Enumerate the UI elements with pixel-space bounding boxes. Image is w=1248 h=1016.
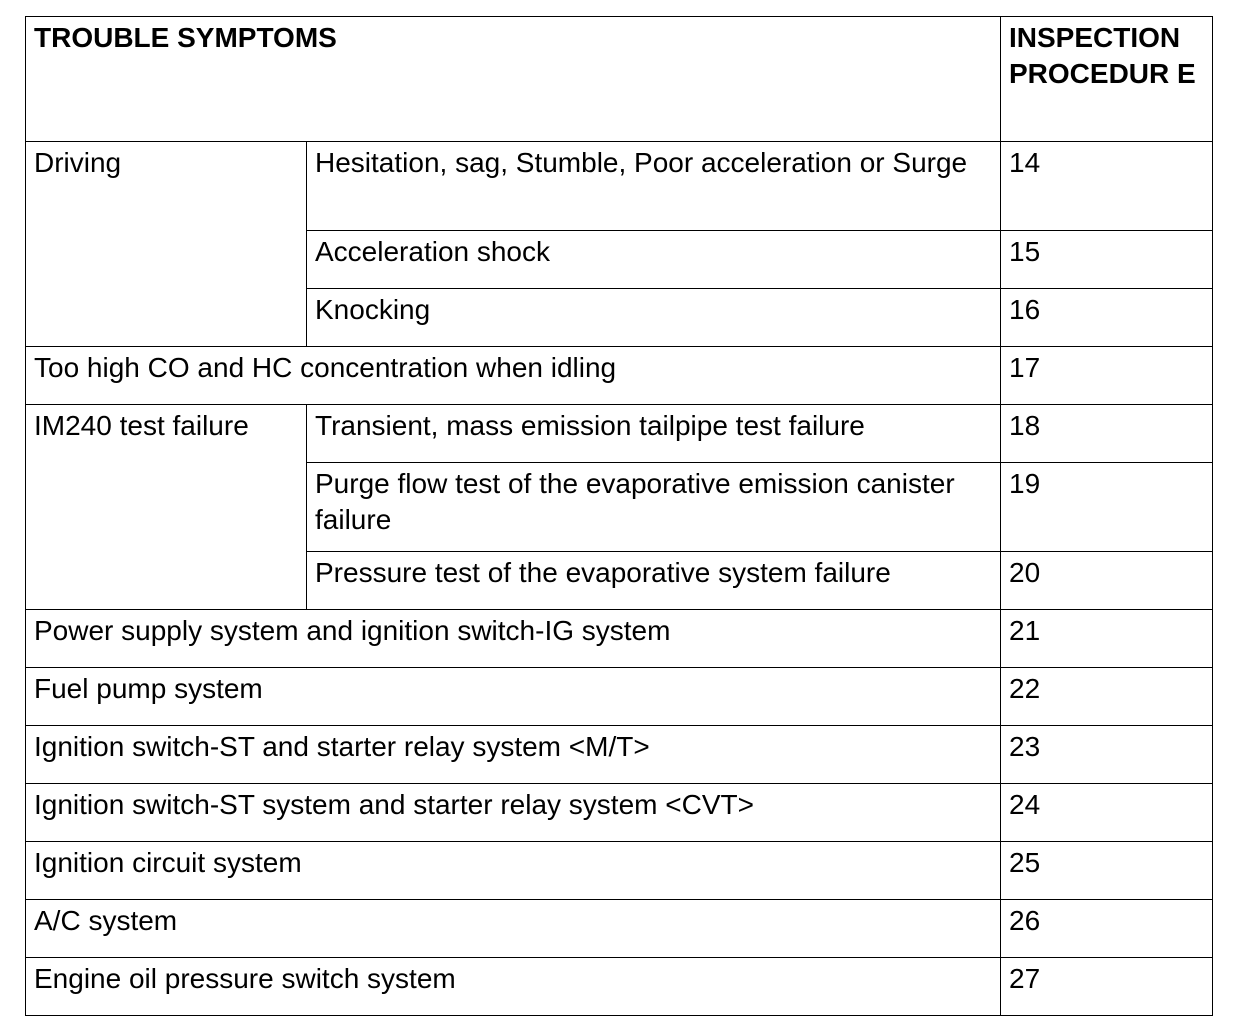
symptom-cell: Pressure test of the evaporative system failure [307,552,1001,610]
header-row [26,17,1213,142]
table-row [26,784,1213,842]
header-trouble-symptoms: TROUBLE SYMPTOMS [26,17,1001,142]
table-row [26,842,1213,900]
symptom-cell: Too high CO and HC concentration when idling [26,347,1001,405]
procedure-cell: 26 [1001,900,1213,958]
procedure-cell: 27 [1001,958,1213,1016]
symptom-cell: Ignition circuit system [26,842,1001,900]
symptom-cell: A/C system [26,900,1001,958]
procedure-cell: 23 [1001,726,1213,784]
procedure-cell: 15 [1001,231,1213,289]
procedure-cell: 17 [1001,347,1213,405]
procedure-cell: 21 [1001,610,1213,668]
trouble-symptoms-table [25,16,1213,1016]
symptom-cell: Hesitation, sag, Stumble, Poor acceleration or Surge [307,142,1001,231]
symptom-cell: Ignition switch-ST system and starter relay system <CVT> [26,784,1001,842]
header-inspection-procedure: INSPECTION PROCEDUR E [1001,17,1213,142]
table-row [26,726,1213,784]
procedure-cell: 14 [1001,142,1213,231]
table-row [26,142,1213,231]
procedure-cell: 16 [1001,289,1213,347]
symptom-cell: Transient, mass emission tailpipe test failure [307,405,1001,463]
table-row [26,958,1213,1016]
symptom-cell: Knocking [307,289,1001,347]
table-row [26,405,1213,463]
symptom-cell: Engine oil pressure switch system [26,958,1001,1016]
procedure-cell: 18 [1001,405,1213,463]
symptom-cell: Power supply system and ignition switch-IG system [26,610,1001,668]
symptom-cell: Acceleration shock [307,231,1001,289]
procedure-cell: 19 [1001,463,1213,552]
procedure-cell: 20 [1001,552,1213,610]
table-row [26,668,1213,726]
symptom-cell: Ignition switch-ST and starter relay system <M/T> [26,726,1001,784]
procedure-cell: 22 [1001,668,1213,726]
group-driving: Driving [26,142,307,347]
procedure-cell: 25 [1001,842,1213,900]
table-row [26,900,1213,958]
symptom-cell: Purge flow test of the evaporative emission canister failure [307,463,1001,552]
table-row [26,610,1213,668]
group-im240: IM240 test failure [26,405,307,610]
symptom-cell: Fuel pump system [26,668,1001,726]
procedure-cell: 24 [1001,784,1213,842]
table-row [26,347,1213,405]
